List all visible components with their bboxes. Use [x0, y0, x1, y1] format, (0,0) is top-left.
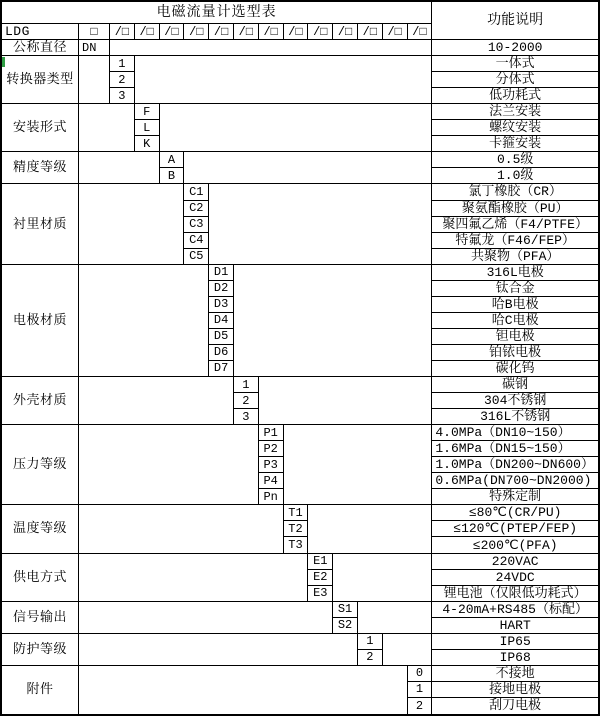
option-description: ≤120℃(PTEP/FEP)	[432, 521, 598, 537]
filler	[209, 184, 432, 264]
option-code: DN	[79, 40, 110, 56]
category-label: 附件	[2, 666, 79, 714]
option-description: 0.5级	[432, 152, 598, 168]
option-code: Pn	[259, 489, 284, 505]
category-label: 衬里材质	[2, 184, 79, 264]
option-code: F	[135, 104, 160, 120]
filler	[79, 184, 184, 264]
filler	[79, 104, 135, 152]
category-label: 信号输出	[2, 602, 79, 634]
model-prefix: LDG	[2, 24, 79, 40]
filler	[79, 505, 284, 553]
option-code: T3	[284, 537, 309, 553]
option-code: E2	[308, 570, 333, 586]
option-description: 1.0级	[432, 168, 598, 184]
option-description: HART	[432, 618, 598, 634]
option-description: 聚四氟乙烯（F4/PTFE）	[432, 217, 598, 233]
filler	[333, 554, 432, 602]
option-code: C3	[184, 217, 209, 233]
option-description: 4.0MPa（DN10~150）	[432, 425, 598, 441]
option-description: 220VAC	[432, 554, 598, 570]
model-code-slot: /□	[110, 24, 135, 40]
option-description: 法兰安装	[432, 104, 598, 120]
category-label: 精度等级	[2, 152, 79, 184]
model-code-slot: /□	[160, 24, 185, 40]
model-code-slot: /□	[333, 24, 358, 40]
filler	[110, 40, 432, 56]
model-code-slot: /□	[308, 24, 333, 40]
model-code-slot: /□	[259, 24, 284, 40]
option-description: 10-2000	[432, 40, 598, 56]
category-label: 电极材质	[2, 265, 79, 377]
category-label: 供电方式	[2, 554, 79, 602]
option-description: 哈B电极	[432, 297, 598, 313]
option-code: K	[135, 136, 160, 152]
filler	[79, 666, 408, 714]
option-description: ≤200℃(PFA)	[432, 537, 598, 553]
option-code: D6	[209, 345, 234, 361]
option-description: 304不锈钢	[432, 393, 598, 409]
option-description: 螺纹安装	[432, 120, 598, 136]
category-label: 外壳材质	[2, 377, 79, 425]
option-code: 2	[358, 650, 383, 666]
option-description: 氯丁橡胶（CR）	[432, 184, 598, 200]
filler	[135, 56, 433, 104]
filler	[234, 265, 432, 377]
option-description: 哈C电极	[432, 313, 598, 329]
option-description: IP65	[432, 634, 598, 650]
filler	[308, 505, 432, 553]
option-code: B	[160, 168, 185, 184]
option-description: 卡箍安装	[432, 136, 598, 152]
filler	[79, 554, 308, 602]
option-description: 共聚物（PFA）	[432, 249, 598, 265]
option-code: C1	[184, 184, 209, 200]
option-description: 1.0MPa（DN200~DN600）	[432, 457, 598, 473]
function-column-header: 功能说明	[432, 2, 598, 40]
option-code: P3	[259, 457, 284, 473]
model-code-slot: /□	[358, 24, 383, 40]
model-code-slot: /□	[284, 24, 309, 40]
scan-artifact	[2, 57, 5, 67]
option-description: 接地电极	[432, 682, 598, 698]
option-code: 2	[408, 698, 433, 714]
option-description: IP68	[432, 650, 598, 666]
option-code: 3	[234, 409, 259, 425]
category-label: 公称直径	[2, 40, 79, 56]
option-description: 一体式	[432, 56, 598, 72]
option-code: 1	[358, 634, 383, 650]
filler	[79, 152, 160, 184]
option-description: 4-20mA+RS485（标配）	[432, 602, 598, 618]
option-code: C2	[184, 201, 209, 217]
option-code: P1	[259, 425, 284, 441]
filler	[383, 634, 433, 666]
category-label: 压力等级	[2, 425, 79, 505]
option-code: 0	[408, 666, 433, 682]
option-description: 刮刀电极	[489, 698, 542, 714]
option-description: 钛合金	[432, 281, 598, 297]
filler	[284, 425, 433, 505]
option-code: 3	[110, 88, 135, 104]
option-description: 锂电池（仅限低功耗式）	[432, 586, 598, 602]
option-code: T2	[284, 521, 309, 537]
option-code: A	[160, 152, 185, 168]
option-description: ≤80℃(CR/PU)	[432, 505, 598, 521]
option-code: D1	[209, 265, 234, 281]
filler	[160, 104, 433, 152]
option-code: 2	[234, 393, 259, 409]
option-description: 碳化钨	[432, 361, 598, 377]
option-code: L	[135, 120, 160, 136]
filler	[358, 602, 432, 634]
filler	[79, 602, 333, 634]
model-code-box: □	[79, 24, 110, 40]
model-code-slot: /□	[184, 24, 209, 40]
table-title: 电磁流量计选型表	[2, 2, 432, 24]
filler	[79, 56, 110, 104]
option-code: S2	[333, 618, 358, 634]
option-code: S1	[333, 602, 358, 618]
option-description: 特氟龙（F46/FEP）	[432, 233, 598, 249]
option-code: E3	[308, 586, 333, 602]
category-label: 防护等级	[2, 634, 79, 666]
option-description: 碳钢	[432, 377, 598, 393]
option-code: 1	[234, 377, 259, 393]
filler	[184, 152, 432, 184]
option-code: 2	[110, 72, 135, 88]
model-code-slot: /□	[234, 24, 259, 40]
option-description: 0.6MPa(DN700~DN2000)	[432, 473, 598, 489]
category-label: 温度等级	[2, 505, 79, 553]
model-code-slot: /□	[135, 24, 160, 40]
option-code: 1	[110, 56, 135, 72]
option-description: 316L不锈钢	[432, 409, 598, 425]
filler	[79, 377, 234, 425]
option-code: 1	[408, 682, 433, 698]
model-code-slot: /□	[408, 24, 433, 40]
category-label: 安装形式	[2, 104, 79, 152]
option-description: 聚氨酯橡胶（PU）	[432, 201, 598, 217]
option-description: 24VDC	[432, 570, 598, 586]
filler	[259, 377, 433, 425]
filler	[79, 425, 259, 505]
option-description: 低功耗式	[432, 88, 598, 104]
option-code: P4	[259, 473, 284, 489]
option-code: P2	[259, 441, 284, 457]
category-label: 转换器类型	[2, 56, 79, 104]
option-code: D5	[209, 329, 234, 345]
option-description: 1.6MPa（DN15~150）	[432, 441, 598, 457]
model-code-slot: /□	[209, 24, 234, 40]
option-code: D7	[209, 361, 234, 377]
option-description: 钽电极	[432, 329, 598, 345]
option-description: 分体式	[432, 72, 598, 88]
option-description: 铂铱电极	[432, 345, 598, 361]
option-code: D3	[209, 297, 234, 313]
option-code: C5	[184, 249, 209, 265]
option-code: D2	[209, 281, 234, 297]
option-code: T1	[284, 505, 309, 521]
option-code: D4	[209, 313, 234, 329]
option-code: E1	[308, 554, 333, 570]
option-description: 特殊定制	[432, 489, 598, 505]
option-description: 316L电极	[432, 265, 598, 281]
filler	[79, 634, 358, 666]
option-description: 不接地	[432, 666, 598, 682]
model-code-slot: /□	[383, 24, 408, 40]
filler	[79, 265, 209, 377]
option-code: C4	[184, 233, 209, 249]
